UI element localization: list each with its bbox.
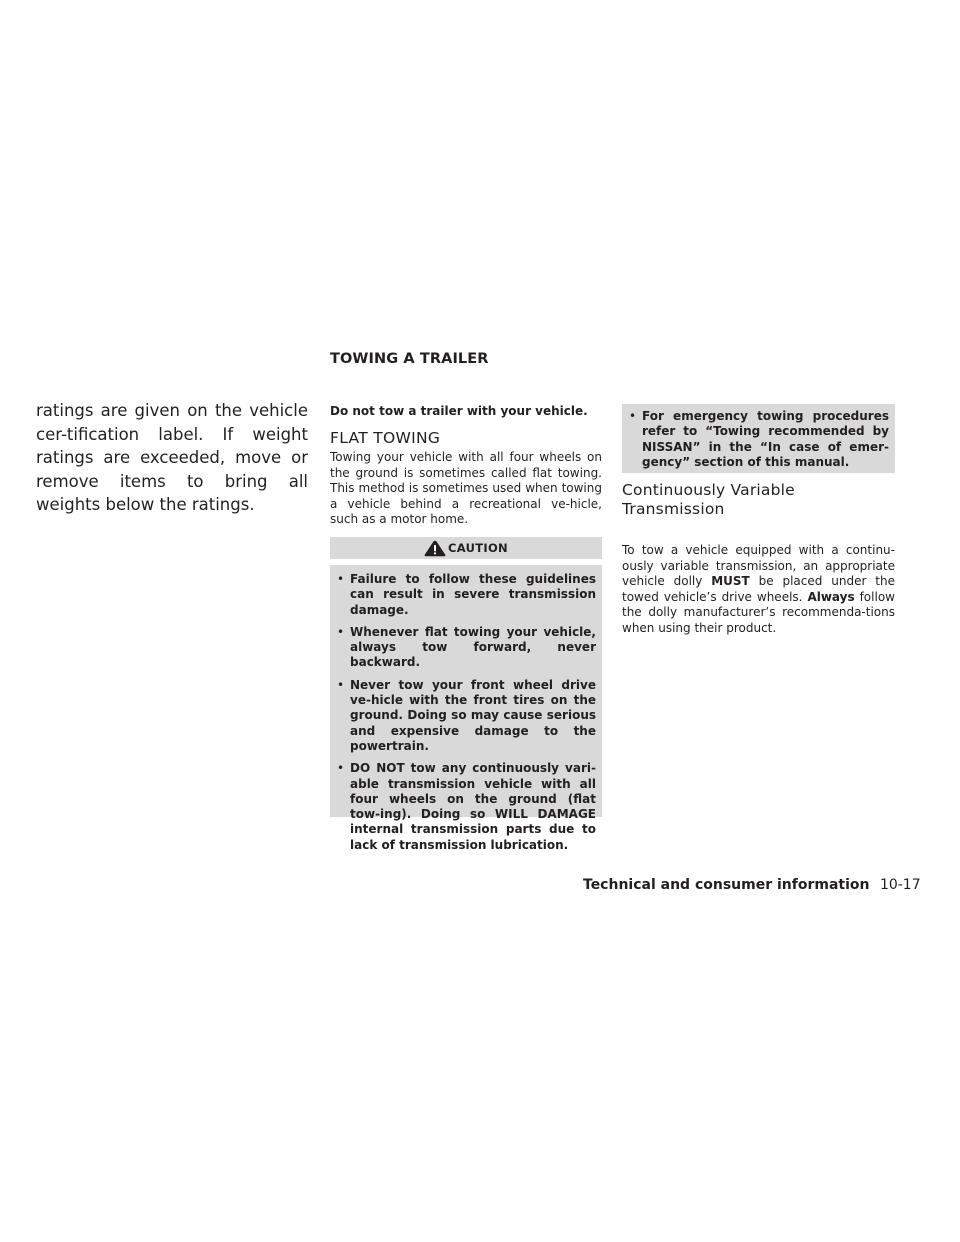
cvt-body-must: MUST	[711, 574, 750, 589]
caution-divider	[330, 559, 602, 565]
list-item: • DO NOT tow any continuously vari-able transmission vehicle with all four wheels on the ground (flat tow-ing). Doing so WILL DAMAGE internal transmission parts due to lack of transmission lubrication.	[330, 761, 596, 853]
page-footer	[583, 877, 921, 893]
caution-continued-list	[622, 404, 895, 470]
caution-list	[330, 572, 596, 860]
cvt-heading-line1: Continuously Variable	[622, 481, 795, 499]
flat-towing-heading: FLAT TOWING	[330, 429, 441, 447]
cvt-body-always: Always	[807, 589, 855, 604]
list-item: • For emergency towing procedures refer to “Towing recommended by NISSAN” in the “In case of emer-gency” section of this manual.	[622, 409, 889, 470]
col1-paragraph: ratings are given on the vehicle cer-tification label. If weight ratings are exceeded, move or remove items to bring all weights below the ratings.	[36, 401, 308, 514]
caution-label: CAUTION	[448, 541, 508, 555]
caution-box	[330, 537, 602, 852]
caution-header	[330, 537, 602, 559]
list-item: • Never tow your front wheel drive ve-hicle with the front tires on the ground. Doing so may cause serious and expensive damage to the powertrain.	[330, 678, 596, 754]
cvt-body	[622, 543, 895, 637]
cvt-heading-line2: Transmission	[622, 500, 725, 518]
list-item: • Failure to follow these guidelines can result in severe transmission damage.	[330, 572, 596, 618]
no-trailer-warning: Do not tow a trailer with your vehicle.	[330, 404, 588, 418]
flat-towing-body: Towing your vehicle with all four wheels on the ground is sometimes called flat towing. This method is sometimes used when towing a vehicle behind a recreational ve-hicle, such as a motor home.	[330, 450, 602, 527]
cvt-body-part1: To tow a vehicle equipped with a continu-ously variable transmission, an appropriate vehicle dolly	[622, 543, 895, 589]
section-title: TOWING A TRAILER	[330, 351, 489, 367]
caution-continued-box	[622, 404, 895, 473]
page-number: 10-17	[879, 877, 921, 893]
cvt-body-part3: follow the dolly manufacturer’s recommenda-tions when using their product.	[622, 589, 895, 635]
list-item: • Whenever flat towing your vehicle, always tow forward, never backward.	[330, 625, 596, 671]
cvt-body-part2: be placed under the towed vehicle’s drive wheels.	[622, 574, 895, 604]
cvt-heading	[622, 481, 895, 519]
warning-triangle-icon	[424, 540, 446, 557]
footer-section-name: Technical and consumer information	[583, 877, 870, 893]
